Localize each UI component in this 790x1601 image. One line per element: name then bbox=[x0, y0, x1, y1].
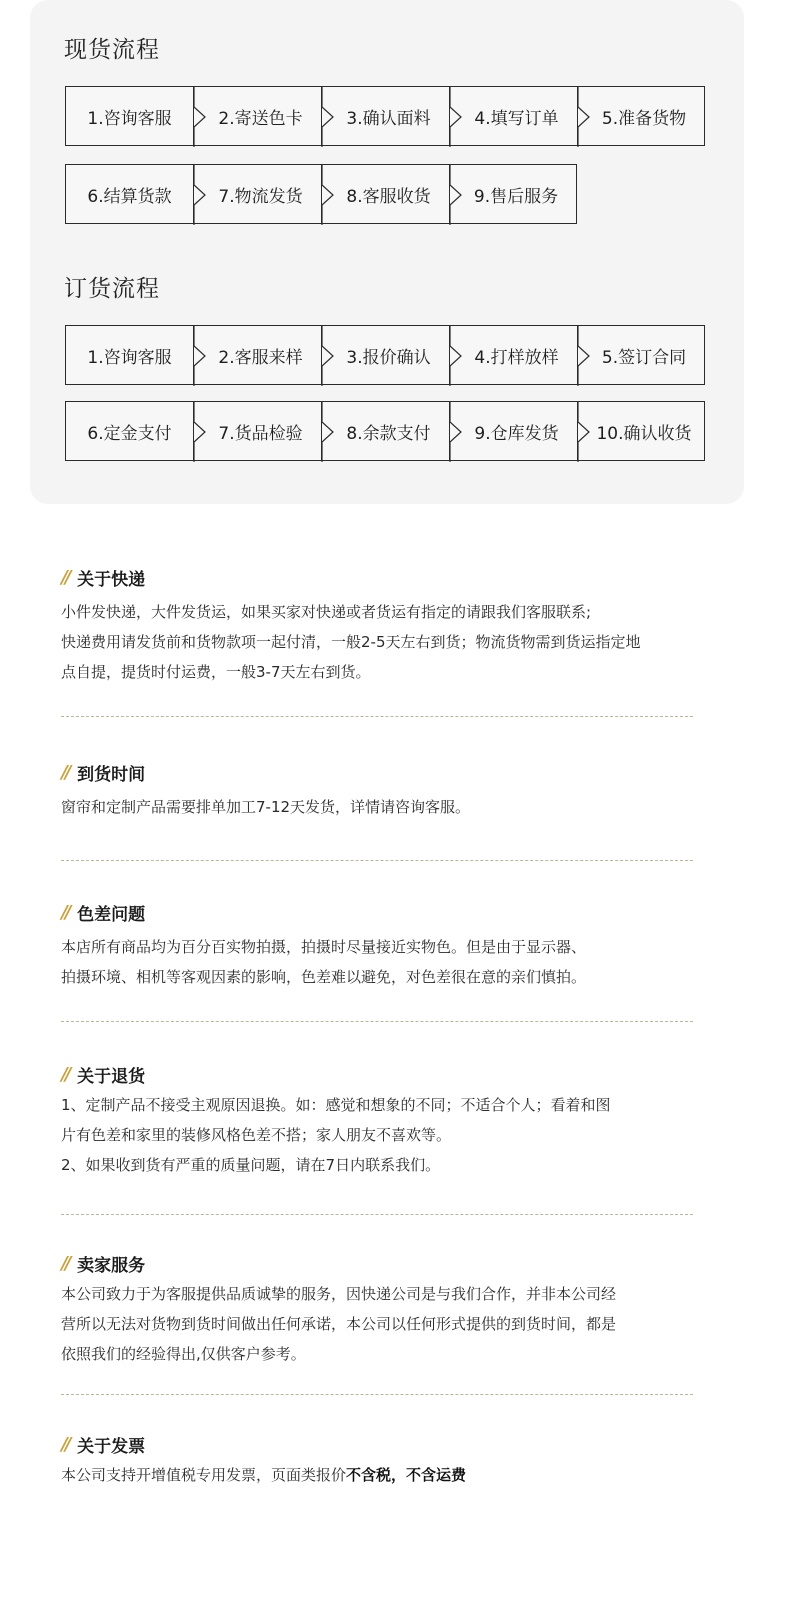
section-text-line: 2、如果收到货有严重的质量问题，请在7日内联系我们。 bbox=[61, 1156, 441, 1174]
chevron-right-icon bbox=[321, 87, 335, 147]
slash-accent-icon: // bbox=[61, 901, 69, 923]
chevron-right-icon bbox=[193, 402, 207, 462]
process-step-label: 6.结算货款 bbox=[87, 186, 172, 207]
process-step bbox=[449, 164, 577, 224]
process-step bbox=[449, 325, 577, 385]
section-title: 关于快递 bbox=[77, 569, 146, 590]
process-step bbox=[321, 401, 449, 461]
process-step-label: 1.咨询客服 bbox=[87, 347, 172, 368]
chevron-right-icon bbox=[193, 87, 207, 147]
section-text-line: 拍摄环境、相机等客观因素的影响，色差难以避免，对色差很在意的亲们慎拍。 bbox=[61, 968, 587, 986]
chevron-right-icon bbox=[449, 326, 463, 386]
process-step bbox=[65, 325, 193, 385]
process-step-label: 3.报价确认 bbox=[346, 347, 431, 368]
chevron-right-icon bbox=[321, 402, 335, 462]
chevron-right-icon bbox=[449, 165, 463, 225]
process-step bbox=[193, 401, 321, 461]
section-body bbox=[61, 792, 701, 822]
section-text-line: 本店所有商品均为百分百实物拍摄，拍摄时尽量接近实物色。但是由于显示器、 bbox=[61, 938, 587, 956]
section-title: 关于发票 bbox=[77, 1436, 146, 1457]
slash-accent-icon: // bbox=[61, 1433, 69, 1455]
process-step bbox=[193, 325, 321, 385]
process-step bbox=[577, 86, 705, 146]
spot-process-row-1 bbox=[65, 86, 705, 146]
process-step-label: 10.确认收货 bbox=[596, 423, 692, 444]
order-process-row-1 bbox=[65, 325, 705, 385]
process-step-label: 8.客服收货 bbox=[346, 186, 431, 207]
chevron-right-icon bbox=[321, 326, 335, 386]
chevron-right-icon bbox=[321, 165, 335, 225]
dashed-divider bbox=[61, 716, 693, 717]
process-step bbox=[321, 86, 449, 146]
process-step bbox=[449, 401, 577, 461]
chevron-right-icon bbox=[193, 165, 207, 225]
chevron-right-icon bbox=[577, 326, 591, 386]
chevron-right-icon bbox=[193, 326, 207, 386]
section-body bbox=[61, 932, 701, 992]
process-step-label: 9.售后服务 bbox=[473, 186, 559, 207]
slash-accent-icon: // bbox=[61, 761, 69, 783]
chevron-right-icon bbox=[577, 87, 591, 147]
section-invoice bbox=[61, 1432, 701, 1490]
process-step-label: 2.寄送色卡 bbox=[218, 108, 303, 129]
section-title: 卖家服务 bbox=[77, 1255, 146, 1276]
process-step-label: 9.仓库发货 bbox=[474, 423, 559, 444]
section-text-line: 点自提，提货时付运费，一般3-7天左右到货。 bbox=[61, 663, 371, 681]
process-step bbox=[577, 325, 705, 385]
process-step bbox=[321, 325, 449, 385]
section-title: 色差问题 bbox=[77, 904, 146, 925]
chevron-right-icon bbox=[449, 87, 463, 147]
invoice-bold-text: 不含税，不含运费 bbox=[346, 1466, 467, 1484]
section-text-line: 窗帘和定制产品需要排单加工7-12天发货，详情请咨询客服。 bbox=[61, 798, 471, 816]
slash-accent-icon: // bbox=[61, 566, 69, 588]
section-text-line: 快递费用请发货前和货物款项一起付清，一般2-5天左右到货；物流货物需到货运指定地 bbox=[61, 633, 641, 651]
section-header bbox=[61, 760, 701, 784]
slash-accent-icon: // bbox=[61, 1252, 69, 1274]
section-header bbox=[61, 1251, 701, 1275]
section-arrival bbox=[61, 760, 701, 822]
section-text-line bbox=[61, 1460, 701, 1490]
process-step bbox=[577, 401, 705, 461]
process-step bbox=[193, 164, 321, 224]
process-step bbox=[321, 164, 449, 224]
chevron-right-icon bbox=[577, 402, 591, 462]
order-process-row-2 bbox=[65, 401, 705, 461]
dashed-divider bbox=[61, 1394, 693, 1395]
invoice-text: 本公司支持开增值税专用发票，页面类报价 bbox=[61, 1466, 347, 1484]
process-step-label: 4.填写订单 bbox=[474, 108, 559, 129]
section-text-line: 营所以无法对货物到货时间做出任何承诺，本公司以任何形式提供的到货时间，都是 bbox=[61, 1315, 617, 1333]
process-step-label: 4.打样放样 bbox=[474, 347, 559, 368]
section-body bbox=[61, 1090, 701, 1180]
process-step-label: 2.客服来样 bbox=[218, 347, 303, 368]
section-title: 关于退货 bbox=[77, 1066, 146, 1087]
process-step bbox=[65, 164, 193, 224]
process-step-label: 5.签订合同 bbox=[601, 347, 687, 368]
dashed-divider bbox=[61, 860, 693, 861]
process-step-label: 3.确认面料 bbox=[346, 108, 431, 129]
section-text-line: 依照我们的经验得出,仅供客户参考。 bbox=[61, 1345, 306, 1363]
dashed-divider bbox=[61, 1021, 693, 1022]
process-step-label: 1.咨询客服 bbox=[87, 108, 172, 129]
section-text-line: 1、定制产品不接受主观原因退换。如：感觉和想象的不同；不适合个人；看着和图 bbox=[61, 1096, 611, 1114]
section-header bbox=[61, 565, 701, 589]
process-step-label: 7.物流发货 bbox=[218, 186, 303, 207]
spot-process-row-2 bbox=[65, 164, 577, 224]
process-step bbox=[65, 86, 193, 146]
process-step-label: 8.余款支付 bbox=[346, 423, 431, 444]
process-step-label: 5.准备货物 bbox=[601, 108, 687, 129]
process-step bbox=[193, 86, 321, 146]
process-step bbox=[449, 86, 577, 146]
section-header bbox=[61, 1062, 701, 1086]
section-body bbox=[61, 1460, 701, 1490]
section-header bbox=[61, 900, 701, 924]
order-process-title: 订货流程 bbox=[64, 276, 160, 302]
section-body bbox=[61, 1279, 701, 1369]
dashed-divider bbox=[61, 1214, 693, 1215]
chevron-right-icon bbox=[449, 402, 463, 462]
section-color bbox=[61, 900, 701, 992]
process-step bbox=[65, 401, 193, 461]
section-body bbox=[61, 597, 701, 687]
process-step-label: 7.货品检验 bbox=[218, 423, 303, 444]
process-step-label: 6.定金支付 bbox=[87, 423, 172, 444]
section-title: 到货时间 bbox=[77, 764, 146, 785]
section-header bbox=[61, 1432, 701, 1456]
section-shipping bbox=[61, 565, 701, 687]
slash-accent-icon: // bbox=[61, 1063, 69, 1085]
section-service bbox=[61, 1251, 701, 1369]
section-text-line: 本公司致力于为客服提供品质诚挚的服务，因快递公司是与我们合作，并非本公司经 bbox=[61, 1285, 617, 1303]
section-returns bbox=[61, 1062, 701, 1180]
section-text-line: 小件发快递，大件发货运，如果买家对快递或者货运有指定的请跟我们客服联系; bbox=[61, 603, 592, 621]
spot-process-title: 现货流程 bbox=[64, 37, 160, 63]
section-text-line: 片有色差和家里的装修风格色差不搭；家人朋友不喜欢等。 bbox=[61, 1126, 452, 1144]
